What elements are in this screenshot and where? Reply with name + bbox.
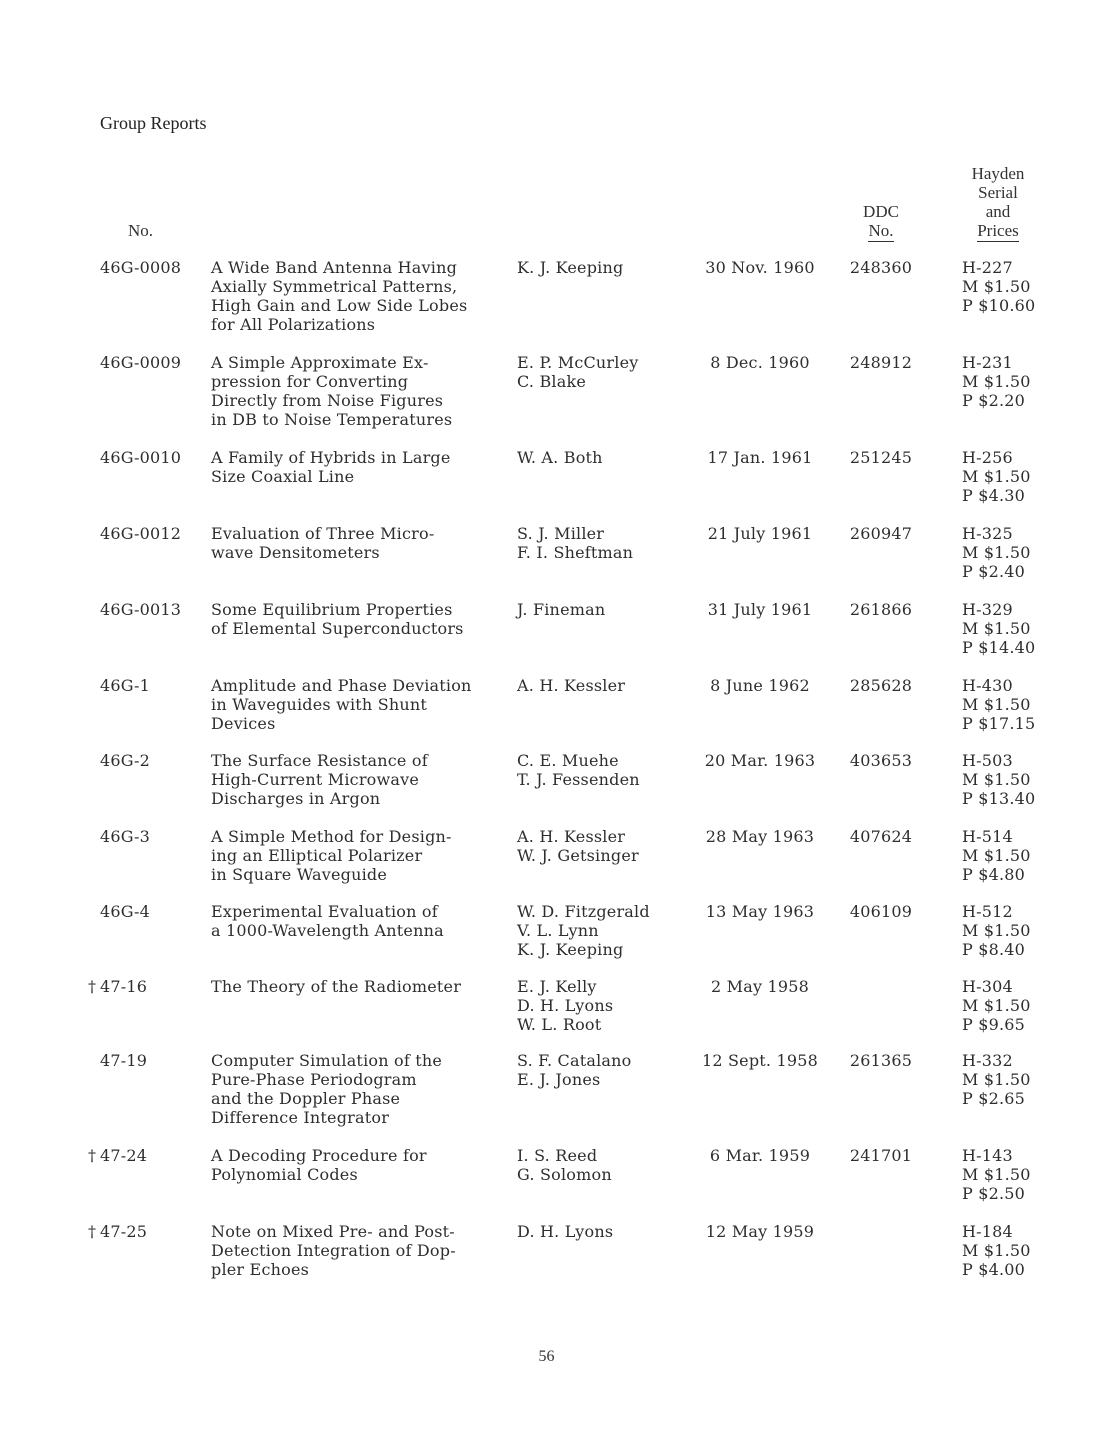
hayden-prices-line: P $2.50 bbox=[962, 1184, 1026, 1203]
ddc-number: 241701 bbox=[849, 1146, 913, 1165]
header-ddc-line-2: No. bbox=[868, 221, 894, 240]
ddc-number: 407624 bbox=[849, 827, 913, 846]
report-authors-line: T. J. Fessenden bbox=[517, 770, 640, 789]
report-authors-line: W. L. Root bbox=[517, 1015, 602, 1034]
report-date: 2 May 1958 bbox=[710, 977, 810, 996]
report-authors-line: E. J. Jones bbox=[517, 1070, 601, 1089]
report-title-line: Pure-Phase Periodogram bbox=[211, 1070, 417, 1089]
header-ddc bbox=[856, 202, 906, 242]
report-authors-line: S. F. Catalano bbox=[517, 1051, 632, 1070]
hayden-prices-line: H-227 bbox=[962, 258, 1013, 277]
report-title-line: and the Doppler Phase bbox=[211, 1089, 401, 1108]
report-title-line: The Theory of the Radiometer bbox=[211, 977, 462, 996]
ddc-number: 248912 bbox=[849, 353, 913, 372]
ddc-number: 406109 bbox=[849, 902, 913, 921]
report-title-line: for All Polarizations bbox=[211, 315, 376, 334]
hayden-prices-line: P $4.00 bbox=[962, 1260, 1026, 1279]
header-hayden bbox=[950, 164, 1046, 242]
report-title bbox=[211, 524, 511, 562]
hayden-prices bbox=[962, 1222, 1062, 1279]
report-title bbox=[211, 600, 511, 638]
report-authors bbox=[517, 1146, 687, 1184]
ddc-number: 251245 bbox=[849, 448, 913, 467]
report-number-value: 47-25 bbox=[100, 1222, 148, 1241]
report-title bbox=[211, 1222, 511, 1279]
report-authors bbox=[517, 353, 687, 391]
report-authors bbox=[517, 1222, 687, 1241]
report-title-line: in DB to Noise Temperatures bbox=[211, 410, 453, 429]
report-authors-line: W. J. Getsinger bbox=[517, 846, 639, 865]
report-title-line: A Simple Method for Design- bbox=[211, 827, 452, 846]
ddc-number: 248360 bbox=[849, 258, 913, 277]
report-number-value: 46G-4 bbox=[100, 902, 151, 921]
report-number bbox=[88, 676, 198, 695]
report-date: 6 Mar. 1959 bbox=[709, 1146, 811, 1165]
hayden-prices-line: P $13.40 bbox=[962, 789, 1036, 808]
hayden-prices-line: M $1.50 bbox=[962, 1241, 1031, 1260]
report-authors-line: C. E. Muehe bbox=[517, 751, 619, 770]
hayden-prices-line: M $1.50 bbox=[962, 846, 1031, 865]
hayden-prices-line: P $2.20 bbox=[962, 391, 1026, 410]
report-title-line: A Family of Hybrids in Large bbox=[211, 448, 451, 467]
report-title bbox=[211, 902, 511, 940]
hayden-prices bbox=[962, 751, 1062, 808]
report-authors-line: F. I. Sheftman bbox=[517, 543, 634, 562]
report-number bbox=[88, 353, 198, 372]
report-date: 12 May 1959 bbox=[705, 1222, 815, 1241]
report-authors bbox=[517, 258, 687, 277]
hayden-prices-line: M $1.50 bbox=[962, 467, 1031, 486]
report-authors-line: C. Blake bbox=[517, 372, 587, 391]
report-title-line: A Wide Band Antenna Having bbox=[211, 258, 458, 277]
report-title bbox=[211, 751, 511, 808]
hayden-prices bbox=[962, 258, 1062, 315]
hayden-prices-line: M $1.50 bbox=[962, 1070, 1031, 1089]
report-authors-line: W. A. Both bbox=[517, 448, 603, 467]
header-hayden-line-3: and bbox=[985, 202, 1011, 221]
report-number bbox=[88, 751, 198, 770]
report-title-line: Some Equilibrium Properties bbox=[211, 600, 453, 619]
hayden-prices-line: P $2.65 bbox=[962, 1089, 1026, 1108]
hayden-prices-line: H-256 bbox=[962, 448, 1013, 467]
hayden-prices bbox=[962, 902, 1062, 959]
report-number bbox=[88, 977, 198, 996]
hayden-prices-line: M $1.50 bbox=[962, 277, 1031, 296]
ddc-number: 403653 bbox=[849, 751, 913, 770]
report-title-line: High Gain and Low Side Lobes bbox=[211, 296, 468, 315]
report-title-line: Axially Symmetrical Patterns, bbox=[211, 277, 458, 296]
dagger-mark: † bbox=[88, 1146, 97, 1165]
report-title-line: Evaluation of Three Micro- bbox=[211, 524, 435, 543]
report-authors bbox=[517, 977, 687, 1034]
report-number bbox=[88, 448, 198, 467]
report-authors bbox=[517, 448, 687, 467]
report-date: 31 July 1961 bbox=[707, 600, 813, 619]
ddc-number: 261866 bbox=[849, 600, 913, 619]
report-number-value: 46G-3 bbox=[100, 827, 151, 846]
page-number: 56 bbox=[538, 1348, 555, 1365]
report-number-value: 46G-0010 bbox=[100, 448, 182, 467]
report-title-line: in Waveguides with Shunt bbox=[211, 695, 428, 714]
hayden-prices-line: P $9.65 bbox=[962, 1015, 1026, 1034]
report-title bbox=[211, 448, 511, 486]
report-authors-line: E. J. Kelly bbox=[517, 977, 597, 996]
report-title-line: A Simple Approximate Ex- bbox=[211, 353, 429, 372]
hayden-prices-line: M $1.50 bbox=[962, 695, 1031, 714]
report-authors-line: I. S. Reed bbox=[517, 1146, 598, 1165]
section-title: Group Reports bbox=[100, 113, 207, 133]
report-number bbox=[88, 1051, 198, 1070]
ddc-number: 261365 bbox=[849, 1051, 913, 1070]
report-authors bbox=[517, 600, 687, 619]
report-title-line: of Elemental Superconductors bbox=[211, 619, 464, 638]
report-authors bbox=[517, 751, 687, 789]
hayden-prices-line: M $1.50 bbox=[962, 619, 1031, 638]
hayden-prices-line: M $1.50 bbox=[962, 996, 1031, 1015]
report-number bbox=[88, 600, 198, 619]
report-title-line: Polynomial Codes bbox=[211, 1165, 358, 1184]
report-number-value: 46G-0009 bbox=[100, 353, 182, 372]
hayden-prices-line: M $1.50 bbox=[962, 921, 1031, 940]
report-title-line: High-Current Microwave bbox=[211, 770, 420, 789]
hayden-prices-line: P $14.40 bbox=[962, 638, 1036, 657]
report-title-line: a 1000-Wavelength Antenna bbox=[211, 921, 444, 940]
report-title-line: Difference Integrator bbox=[211, 1108, 390, 1127]
report-number bbox=[88, 258, 198, 277]
report-authors bbox=[517, 524, 687, 562]
report-title-line: Amplitude and Phase Deviation bbox=[211, 676, 472, 695]
report-title bbox=[211, 1051, 511, 1127]
report-title-line: ing an Elliptical Polarizer bbox=[211, 846, 423, 865]
report-authors bbox=[517, 1051, 687, 1089]
hayden-prices-line: M $1.50 bbox=[962, 1165, 1031, 1184]
report-number-value: 46G-0012 bbox=[100, 524, 182, 543]
hayden-prices-line: H-514 bbox=[962, 827, 1013, 846]
report-authors-line: D. H. Lyons bbox=[517, 1222, 614, 1241]
report-authors-line: W. D. Fitzgerald bbox=[517, 902, 650, 921]
hayden-prices-line: M $1.50 bbox=[962, 372, 1031, 391]
hayden-prices bbox=[962, 827, 1062, 884]
report-title-line: pression for Converting bbox=[211, 372, 409, 391]
dagger-mark: † bbox=[88, 1222, 97, 1241]
report-authors bbox=[517, 676, 687, 695]
report-number-value: 47-16 bbox=[100, 977, 148, 996]
report-number-value: 47-24 bbox=[100, 1146, 148, 1165]
hayden-prices bbox=[962, 600, 1062, 657]
hayden-prices-line: M $1.50 bbox=[962, 543, 1031, 562]
report-title-line: Note on Mixed Pre- and Post- bbox=[211, 1222, 455, 1241]
hayden-prices bbox=[962, 1051, 1062, 1108]
report-title bbox=[211, 353, 511, 429]
report-authors-line: V. L. Lynn bbox=[517, 921, 599, 940]
report-authors-line: K. J. Keeping bbox=[517, 940, 624, 959]
report-number-value: 46G-0013 bbox=[100, 600, 182, 619]
report-title-line: The Surface Resistance of bbox=[211, 751, 428, 770]
hayden-prices-line: P $8.40 bbox=[962, 940, 1026, 959]
report-title bbox=[211, 1146, 511, 1184]
report-title-line: Devices bbox=[211, 714, 276, 733]
hayden-prices-line: H-325 bbox=[962, 524, 1013, 543]
report-title bbox=[211, 258, 511, 334]
hayden-prices bbox=[962, 524, 1062, 581]
report-authors-line: J. Fineman bbox=[517, 600, 606, 619]
hayden-prices-line: M $1.50 bbox=[962, 770, 1031, 789]
hayden-prices bbox=[962, 448, 1062, 505]
report-date: 13 May 1963 bbox=[705, 902, 815, 921]
report-date: 8 June 1962 bbox=[710, 676, 810, 695]
hayden-prices-line: H-430 bbox=[962, 676, 1013, 695]
hayden-prices-line: P $4.30 bbox=[962, 486, 1026, 505]
hayden-prices-line: H-332 bbox=[962, 1051, 1013, 1070]
hayden-prices-line: H-503 bbox=[962, 751, 1013, 770]
hayden-prices-line: H-304 bbox=[962, 977, 1013, 996]
report-authors-line: K. J. Keeping bbox=[517, 258, 624, 277]
report-date: 28 May 1963 bbox=[705, 827, 815, 846]
report-number-value: 47-19 bbox=[100, 1051, 148, 1070]
hayden-prices-line: P $4.80 bbox=[962, 865, 1026, 884]
report-authors-line: A. H. Kessler bbox=[517, 676, 626, 695]
hayden-prices-line: H-184 bbox=[962, 1222, 1013, 1241]
report-authors-line: D. H. Lyons bbox=[517, 996, 614, 1015]
report-title-line: Discharges in Argon bbox=[211, 789, 381, 808]
report-number bbox=[88, 524, 198, 543]
report-number bbox=[88, 1146, 198, 1165]
report-date: 20 Mar. 1963 bbox=[704, 751, 816, 770]
hayden-prices-line: P $2.40 bbox=[962, 562, 1026, 581]
report-title-line: Experimental Evaluation of bbox=[211, 902, 438, 921]
report-date: 21 July 1961 bbox=[707, 524, 813, 543]
report-number-value: 46G-2 bbox=[100, 751, 151, 770]
report-title-line: pler Echoes bbox=[211, 1260, 310, 1279]
report-authors-line: A. H. Kessler bbox=[517, 827, 626, 846]
report-title-line: A Decoding Procedure for bbox=[211, 1146, 427, 1165]
report-title-line: Size Coaxial Line bbox=[211, 467, 355, 486]
report-number-value: 46G-0008 bbox=[100, 258, 182, 277]
report-authors-line: G. Solomon bbox=[517, 1165, 612, 1184]
report-title-line: Directly from Noise Figures bbox=[211, 391, 444, 410]
ddc-number: 260947 bbox=[849, 524, 913, 543]
report-title bbox=[211, 827, 511, 884]
report-number bbox=[88, 902, 198, 921]
report-authors bbox=[517, 827, 687, 865]
report-date: 17 Jan. 1961 bbox=[707, 448, 813, 467]
report-number bbox=[88, 827, 198, 846]
report-title bbox=[211, 977, 511, 996]
hayden-prices bbox=[962, 1146, 1062, 1203]
header-hayden-line-2: Serial bbox=[978, 183, 1018, 202]
report-title bbox=[211, 676, 511, 733]
header-ddc-line-1: DDC bbox=[863, 202, 899, 221]
hayden-prices bbox=[962, 977, 1062, 1034]
report-date: 12 Sept. 1958 bbox=[701, 1051, 819, 1070]
hayden-prices-line: H-231 bbox=[962, 353, 1013, 372]
ddc-number: 285628 bbox=[849, 676, 913, 695]
report-title-line: Detection Integration of Dop- bbox=[211, 1241, 456, 1260]
report-authors-line: E. P. McCurley bbox=[517, 353, 639, 372]
header-no: No. bbox=[128, 221, 154, 240]
hayden-prices bbox=[962, 676, 1062, 733]
report-number bbox=[88, 1222, 198, 1241]
hayden-prices-line: H-512 bbox=[962, 902, 1013, 921]
report-authors-line: S. J. Miller bbox=[517, 524, 605, 543]
report-title-line: wave Densitometers bbox=[211, 543, 380, 562]
hayden-prices-line: P $10.60 bbox=[962, 296, 1036, 315]
header-hayden-line-4: Prices bbox=[977, 221, 1019, 240]
hayden-prices-line: P $17.15 bbox=[962, 714, 1036, 733]
report-authors bbox=[517, 902, 687, 959]
dagger-mark: † bbox=[88, 977, 97, 996]
header-hayden-line-1: Hayden bbox=[971, 164, 1025, 183]
report-title-line: Computer Simulation of the bbox=[211, 1051, 443, 1070]
hayden-prices-line: H-329 bbox=[962, 600, 1013, 619]
hayden-prices-line: H-143 bbox=[962, 1146, 1013, 1165]
report-date: 30 Nov. 1960 bbox=[705, 258, 815, 277]
report-date: 8 Dec. 1960 bbox=[710, 353, 810, 372]
report-number-value: 46G-1 bbox=[100, 676, 151, 695]
hayden-prices bbox=[962, 353, 1062, 410]
report-title-line: in Square Waveguide bbox=[211, 865, 388, 884]
